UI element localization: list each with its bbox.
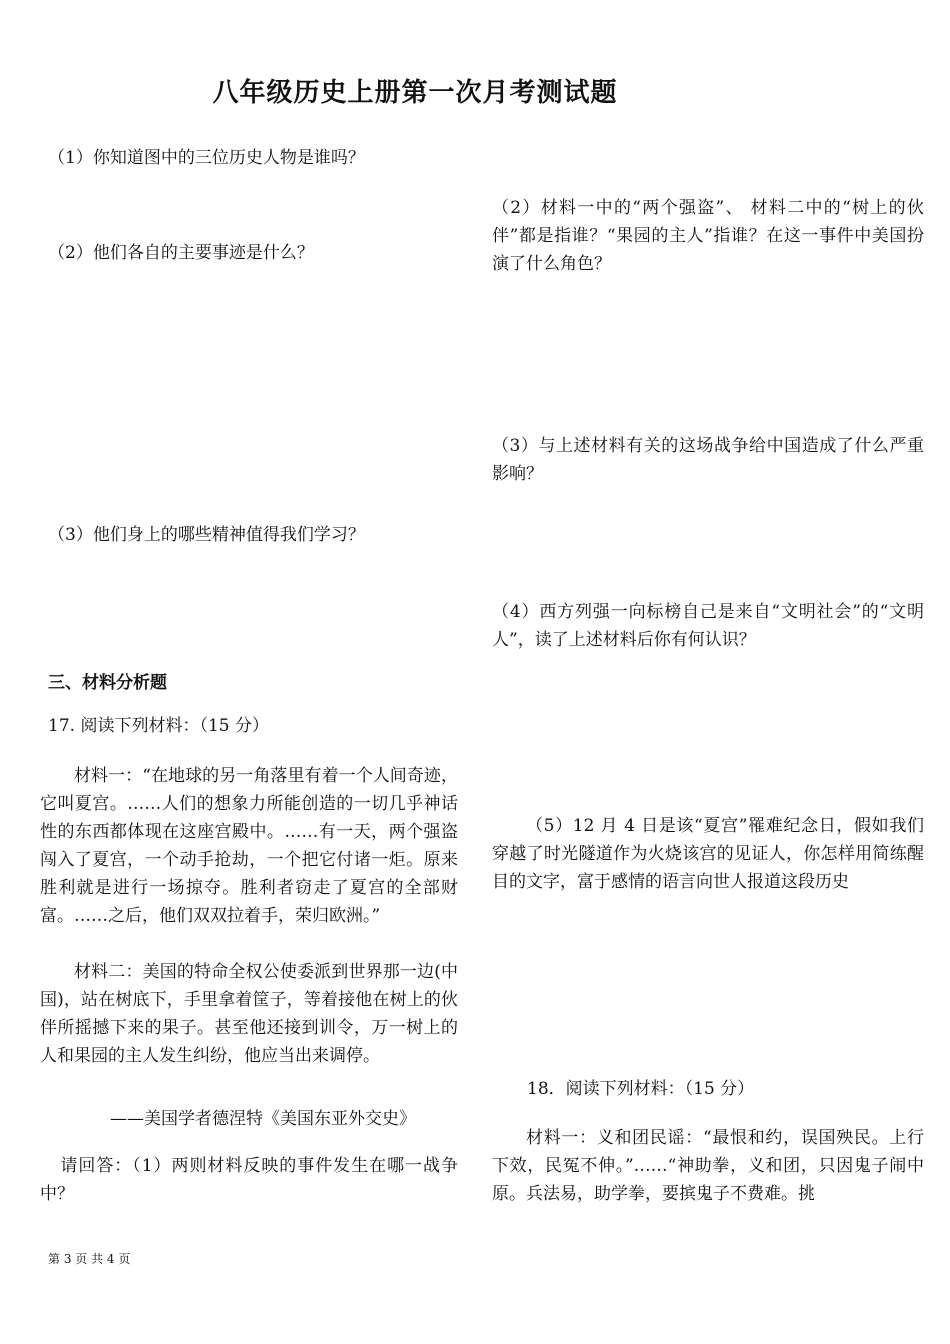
question-18-material-1: 材料一：义和团民谣：“最恨和约，误国殃民。上行下效，民冤不伸。”……“神助拳，义和团，只因鬼子闹中原。兵法易，助学拳，要摈鬼子不费难。挑: [492, 1128, 924, 1204]
question-17-heading: 17. 阅读下列材料：（15 分）: [48, 716, 269, 736]
material-source: ——美国学者德涅特《美国东亚外交史》: [110, 1109, 416, 1129]
page-footer: 第 3 页 共 4 页: [48, 1252, 131, 1266]
question-17-4: （4）西方列强一向标榜自己是来自“文明社会”的“文明人”，读了上述材料后你有何认识？: [492, 602, 924, 650]
question-3-spirit: （3）他们身上的哪些精神值得我们学习？: [48, 525, 365, 545]
question-18-heading: 18．阅读下列材料：（15 分）: [527, 1079, 755, 1099]
page-title: 八年级历史上册第一次月考测试题: [212, 78, 618, 108]
question-17-2: （2）材料一中的“两个强盗”、 材料二中的“树上的伙伴”都是指谁？“果园的主人”指谁？在这一事件中美国扮演了什么角色？: [492, 198, 924, 274]
answer-question-1: 请回答：（1）两则材料反映的事件发生在哪一战争中？: [40, 1156, 458, 1204]
question-2-deeds: （2）他们各自的主要事迹是什么？: [48, 243, 314, 263]
section-material-analysis: 三、材料分析题: [48, 673, 167, 693]
material-2: 材料二：美国的特命全权公使委派到世界那一边(中国)，站在树底下，手里拿着筐子，等着接他在树上的伙伴所摇撼下来的果子。甚至他还接到训令，万一树上的人和果园的主人发生纠纷，他应当出来调停。: [40, 962, 458, 1066]
question-17-5: （5）12 月 4 日是该“夏宫”罹难纪念日，假如我们穿越了时光隧道作为火烧该宫的见证人，你怎样用简练醒目的文字，富于感情的语言向世人报道这段历史: [492, 816, 924, 892]
material-1: 材料一：“在地球的另一角落里有着一个人间奇迹，它叫夏宫。……人们的想象力所能创造的一切几乎神话性的东西都体现在这座宫殿中。……有一天，两个强盗闯入了夏宫，一个动手抢劫，一个把它付诸一炬。原来胜利就是进行一场掠夺。胜利者窃走了夏宫的全部财富。……之后，他们双双拉着手，荣归欧洲。”: [40, 766, 458, 926]
question-1-who: （1）你知道图中的三位历史人物是谁吗？: [48, 148, 365, 168]
question-17-3: （3）与上述材料有关的这场战争给中国造成了什么严重影响？: [492, 436, 924, 484]
